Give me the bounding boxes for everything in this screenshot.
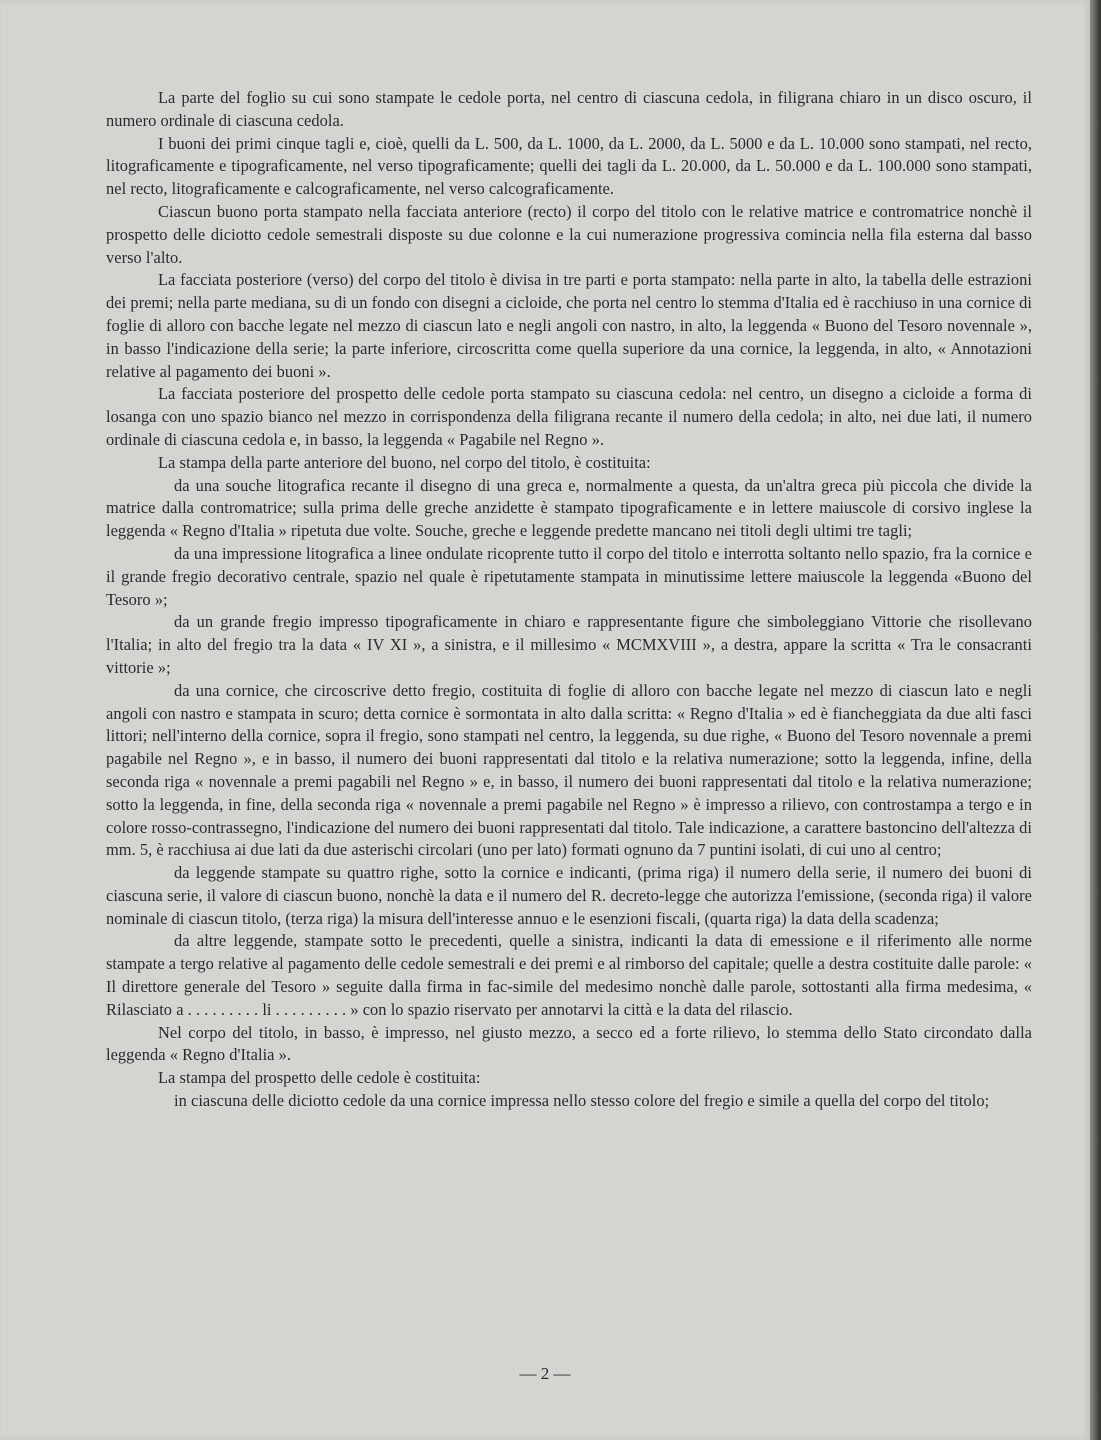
list-item-wavy-lines: da una impressione litografica a linee ondulate ricoprente tutto il corpo del titolo e interrotta soltanto nello spazio, fra la cornice e il grande fregio decorativo centrale, spazio nel quale è ripetutamente stampata in minutissime lettere maiuscole la leggenda «Buono del Tesoro »; bbox=[106, 543, 1032, 609]
paragraph-coupon-printing-intro: La stampa del prospetto delle cedole è costituita: bbox=[158, 1068, 481, 1088]
list-item-frieze: da un grande fregio impresso tipograficamente in chiaro e rappresentante figure che simboleggiano Vittorie che risollevano l'Italia; in alto del fregio tra la data « IV XI », a sinistra, e il millesimo « MCMXVIII », a destra, appare la scritta « Tra le consacranti vittorie »; bbox=[106, 612, 1032, 677]
body-text bbox=[106, 87, 1032, 1113]
list-item-frame: da una cornice, che circoscrive detto fregio, costituita di foglie di alloro con bacche legate nel mezzo di ciascun lato e negli angoli con nastro e stampata in scuro; detta cornice è sormontata in alto dalla scritta: « Regno d'Italia » ed è fiancheggiata da due alti fasci littori; nell'interno della cornice, sopra il fregio, sono stampati nel centro, la leggenda, su due righe, « Buono del Tesoro novennale a premi pagabile nel Regno », e in basso, il numero dei buoni rappresentati dal titolo e la relativa numerazione; sotto la leggenda, infine, della seconda riga « novennale a premi pagabili nel Regno » e, in basso, il numero dei buoni rappresentati dal titolo e la relativa numerazione; sotto la leggenda, in fine, della seconda riga « novennale a premi pagabile nel Regno » è impresso a rilievo, con controstampa a tergo e in colore rosso-contrassegno, l'indicazione del numero dei buoni rappresentati dal titolo. Tale indicazione, a carattere bastoncino dell'altezza di mm. 5, è racchiusa ai due lati da due asterischi circolari (uno per lato) formati ognuno da 7 puntini isolati, di cui uno al centro; bbox=[106, 680, 1032, 860]
paragraph-front-printing-intro: La stampa della parte anteriore del buono, nel corpo del titolo, è costituita: bbox=[158, 452, 651, 472]
scan-edge bbox=[1090, 0, 1101, 1440]
list-item-coupon-frame: in ciascuna delle diciotto cedole da una cornice impressa nello stesso colore del fregio e simile a quella del corpo del titolo; bbox=[174, 1091, 990, 1111]
page-number: — 2 — bbox=[519, 1364, 571, 1383]
paragraph-watermark: La parte del foglio su cui sono stampate le cedole porta, nel centro di ciascuna cedola, in filigrana chiaro in un disco oscuro, il numero ordinale di ciascuna cedola. bbox=[106, 88, 1032, 130]
list-item-other-legends: da altre leggende, stampate sotto le precedenti, quelle a sinistra, indicanti la data di emessione e il riferimento alle norme stampate a tergo relative al pagamento delle cedole semestrali e dei premi e al rimborso del capitale; quelle a destra costituite dalle parole: « Il direttore generale del Tesoro » seguite dalla firma in fac-simile del medesimo nonchè dalle parole, sottostanti alla firma medesima, « Rilasciato a . . . . . . . . . li . . . . . . . . . » con lo spazio riservato per annotarvi la città e la data del rilascio. bbox=[106, 931, 1032, 1019]
paragraph-front-layout: Ciascun buono porta stampato nella facciata anteriore (recto) il corpo del titolo con le relative matrice e contromatrice nonchè il prospetto delle diciotto cedole semestrali disposte su due colonne e la cui numerazione progressiva comincia nella fila esterna dal basso verso l'alto. bbox=[106, 201, 1032, 267]
paragraph-embossed-arms: Nel corpo del titolo, in basso, è impresso, nel giusto mezzo, a secco ed a forte rilievo, lo stemma dello Stato circondato dalla leggenda « Regno d'Italia ». bbox=[106, 1022, 1032, 1065]
paragraph-printing-methods: I buoni dei primi cinque tagli e, cioè, quelli da L. 500, da L. 1000, da L. 2000, da L. 5000 e da L. 10.000 sono stampati, nel recto, litograficamente e tipograficamente, nel verso tipograficamente; quelli dei tagli da L. 20.000, da L. 50.000 e da L. 100.000 sono stampati, nel recto, litograficamente e calcograficamente, nel verso calcograficamente. bbox=[106, 133, 1032, 199]
paragraph-coupon-back: La facciata posteriore del prospetto delle cedole porta stampato su ciascuna cedola: nel centro, un disegno a cicloide a forma di losanga con uno spazio bianco nel mezzo in corrispondenza della filigrana recante il numero della cedola; in alto, nei due lati, il numero ordinale di ciascuna cedola e, in basso, la leggenda « Pagabile nel Regno ». bbox=[106, 384, 1032, 449]
list-item-four-line-legends: da leggende stampate su quattro righe, sotto la cornice e indicanti, (prima riga) il numero della serie, il numero dei buoni di ciascuna serie, il valore di ciascun buono, nonchè la data e il numero del R. decreto-legge che autorizza l'emissione, (seconda riga) il valore nominale di ciascun titolo, (terza riga) la misura dell'interesse annuo e le esenzioni fiscali, (quarta riga) la data della scadenza; bbox=[106, 863, 1032, 928]
paragraph-back-layout: La facciata posteriore (verso) del corpo del titolo è divisa in tre parti e porta stampato: nella parte in alto, la tabella delle estrazioni dei premi; nella parte mediana, su di un fondo con disegni a cicloide, che porta nel centro lo stemma d'Italia ed è racchiuso in una cornice di foglie di alloro con bacche legate nel mezzo di ciascun lato e negli angoli con nastro, in alto, la leggenda « Buono del Tesoro novennale », in basso l'indicazione della serie; la parte inferiore, circoscritta come quella superiore da una cornice, la leggenda, in alto, « Annotazioni relative al pagamento dei buoni ». bbox=[106, 270, 1032, 381]
list-item-souche: da una souche litografica recante il disegno di una greca e, normalmente a questa, da un'altra greca più piccola che divide la matrice dalla contromatrice; sulla prima delle greche anzidette è stampato tipograficamente e in lettere maiuscole di corsivo inglese la leggenda « Regno d'Italia » ripetuta due volte. Souche, greche e leggende predette mancano nei titoli degli ultimi tre tagli; bbox=[106, 475, 1032, 541]
